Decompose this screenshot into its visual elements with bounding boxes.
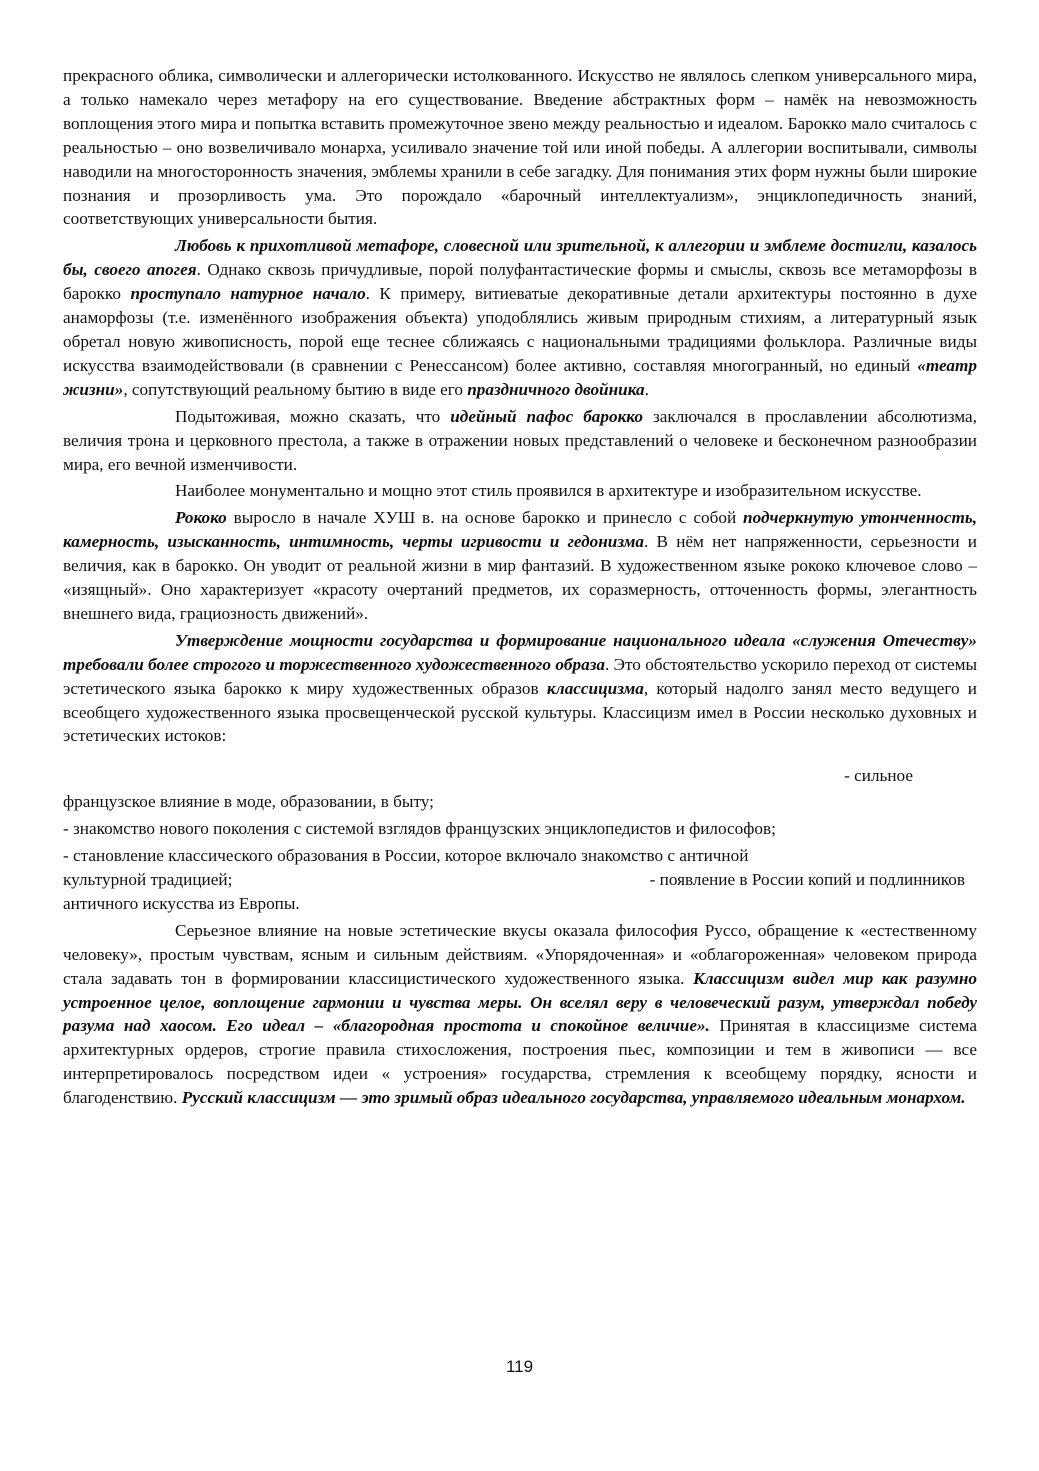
list-item-1-cont: французское влияние в моде, образовании, в быту;: [63, 792, 434, 812]
emphasis: проступало натурное начало: [130, 284, 366, 304]
text-run: заключался в прославлении абсолютизма, величия трона и церковного престола, а также в отражении новых представлений о человеке и бесконечном разнообразии мира, его вечной изменчивости.: [63, 406, 977, 474]
emphasis: Классицизм видел мир как разумно устроенное целое, воплощение гармонии и чувства меры. Он вселял веру в человеческий разум, утверждал победу разума над хаосом. Его идеал – «благородная простота и спокойное величие».: [63, 968, 977, 1036]
list-item-3: - становление классического образования в России, которое включало знакомство с античной: [63, 846, 749, 866]
list-item-2: - знакомство нового поколения с системой взглядов французских энциклопедистов и философов;: [63, 819, 776, 839]
list-item-3-end: культурной традицией;: [63, 870, 233, 889]
text-run: Подытоживая, можно сказать, что: [175, 406, 451, 426]
emphasis: Любовь к прихотливой метафоре, словесной или зрительной, к аллегории и эмблеме достигли, казалось бы, своего апогея: [63, 236, 977, 280]
emphasis: праздничного двойника: [467, 379, 645, 399]
paragraph-1: прекрасного облика, символически и аллегорически истолкованного. Искусство не являлось слепком универсального мира, а только намекало через метафору на его существование. Введение абстрактных форм – намёк на невозможность воплощения этого мира и попытка вставить промежуточное звено между реальностью и идеалом. Барокко мало считалось с реальностью – оно возвеличивало монарха, усиливало значение той или иной победы. А аллегории воспитывали, символы наводили на многосторонность значения, эмблемы хранили в себе загадку. Для понимания этих форм нужны были широкие познания и прозорливость ума. Это порождало «барочный интеллектуализм», энциклопедичность знаний, соответствующих универсальности бытия.: [63, 66, 977, 229]
page-number: 119: [505, 1357, 534, 1376]
text-run: выросло в начале ХУШ в. на основе барокко и принесло с собой: [226, 508, 744, 528]
paragraph-5: [63, 506, 977, 626]
text-run: .: [644, 379, 649, 399]
text-run: . Однако сквозь причудливые, порой полуфантастические формы и смыслы, сквозь все метаморфозы в барокко: [63, 260, 977, 304]
text-run: . Это обстоятельство ускорило переход от системы эстетического языка барокко к миру художественных образов: [63, 654, 977, 698]
paragraph-4: Наиболее монументально и мощно этот стиль проявился в архитектуре и изобразительном искусстве.: [175, 481, 922, 501]
list-line-split: [63, 868, 977, 892]
emphasis: Русский классицизм — это зримый образ идеального государства, управляемого идеальным монархом.: [181, 1088, 966, 1108]
paragraph-6: [63, 629, 977, 749]
sources-list: [63, 764, 977, 915]
list-item-4-cont: античного искусства из Европы.: [63, 893, 300, 913]
text-run: Принятая в классицизме система архитектурных ордеров, строгие правила стихосложения, построения пьес, композиции и тем в живописи — все интерпретировалось посредством идеи « устроения» государства, стремления к всеобщему порядку, ясности и благоденствию.: [63, 1016, 977, 1108]
text-run: , который надолго занял место ведущего и всеобщего художественного языка просвещенческой русской культуры. Классицизм имел в России несколько духовных и эстетических истоков:: [63, 678, 977, 746]
text-run: Серьезное влияние на новые эстетические вкусы оказала философия Руссо, обращение к «естественному человеку», простым чувствам, ясным и сильным действиям. «Упорядоченная» и «облагороженная» человеком природа стала задавать тон в формировании классицистического художественного языка.: [63, 920, 977, 988]
emphasis: идейный пафос барокко: [450, 406, 643, 426]
text-run: . К примеру, витиеватые декоративные детали архитектуры постоянно в духе анаморфозы (т.е. изменённого изображения объекта) уподоблялись живым природным стихиям, а литературный язык обретал новую живописность, порой еще теснее сближаясь с национальными традициями фольклора. Различные виды искусства взаимодействовали (в сравнении с Ренессансом) более активно, составляя многогранный, но единый: [63, 284, 977, 375]
list-item-1-start: - сильное: [844, 766, 913, 786]
text-run: , сопутствующий реальному бытию в виде его: [123, 379, 468, 399]
emphasis: «театр жизни»: [63, 355, 977, 399]
list-item-4-start: - появление в России копий и подлинников: [649, 870, 965, 889]
emphasis: подчеркнутую утонченность, камерность, изысканность, интимность, черты игривости и гедонизма: [63, 508, 977, 552]
emphasis: классицизма: [546, 678, 644, 698]
paragraph-2: [63, 234, 977, 401]
page-body: [63, 64, 977, 1110]
text-run: . В нём нет напряженности, серьезности и величия, как в барокко. Он уводит от реальной жизни в мир фантазий. В художественном языке рококо ключевое слово – «изящный». Оно характеризует «красоту очертаний предметов, их соразмерность, отточенность формы, элегантность внешнего вида, грациозность движений».: [63, 532, 977, 623]
emphasis: Утверждение мощности государства и формирование национального идеала «служения Отечеству» требовали более строгого и торжественного художественного образа: [63, 630, 977, 674]
paragraph-3: [63, 405, 977, 477]
emphasis: Рококо: [175, 508, 227, 528]
paragraph-7: [63, 919, 977, 1110]
